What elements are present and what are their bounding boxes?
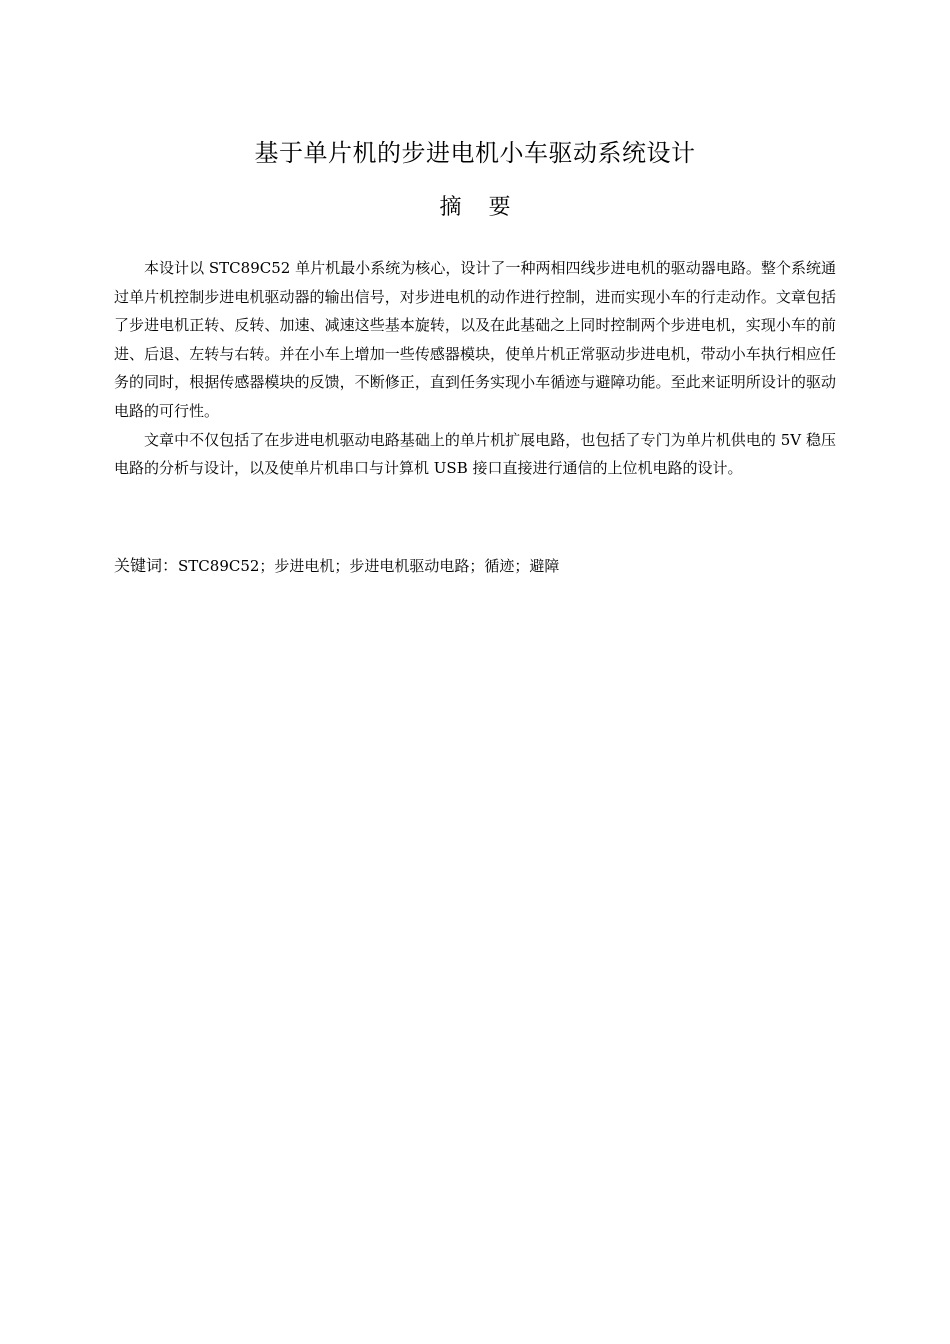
- keywords-label: 关键词：: [114, 556, 179, 575]
- keywords-line: [114, 552, 836, 581]
- paper-title: 基于单片机的步进电机小车驱动系统设计: [254, 139, 696, 167]
- keywords-list: STC89C52；步进电机；步进电机驱动电路；循迹；避障: [178, 557, 560, 575]
- abstract-paragraph-2: 文章中不仅包括了在步进电机驱动电路基础上的单片机扩展电路，也包括了专门为单片机供电的 5V 稳压电路的分析与设计，以及使单片机串口与计算机 USB 接口直接进行通信的上位机电路的设计。: [114, 430, 836, 478]
- abstract-paragraph-1: 本设计以 STC89C52 单片机最小系统为核心，设计了一种两相四线步进电机的驱动器电路。整个系统通过单片机控制步进电机驱动器的输出信号，对步进电机的动作进行控制，进而实现小车的行走动作。文章包括了步进电机正转、反转、加速、减速这些基本旋转，以及在此基础之上同时控制两个步进电机，实现小车的前进、后退、左转与右转。并在小车上增加一些传感器模块，使单片机正常驱动步进电机，带动小车执行相应任务的同时，根据传感器模块的反馈，不断修正，直到任务实现小车循迹与避障功能。至此来证明所设计的驱动电路的可行性。: [114, 259, 836, 420]
- abstract-heading: 摘 要: [439, 195, 521, 220]
- abstract-body: [114, 254, 836, 483]
